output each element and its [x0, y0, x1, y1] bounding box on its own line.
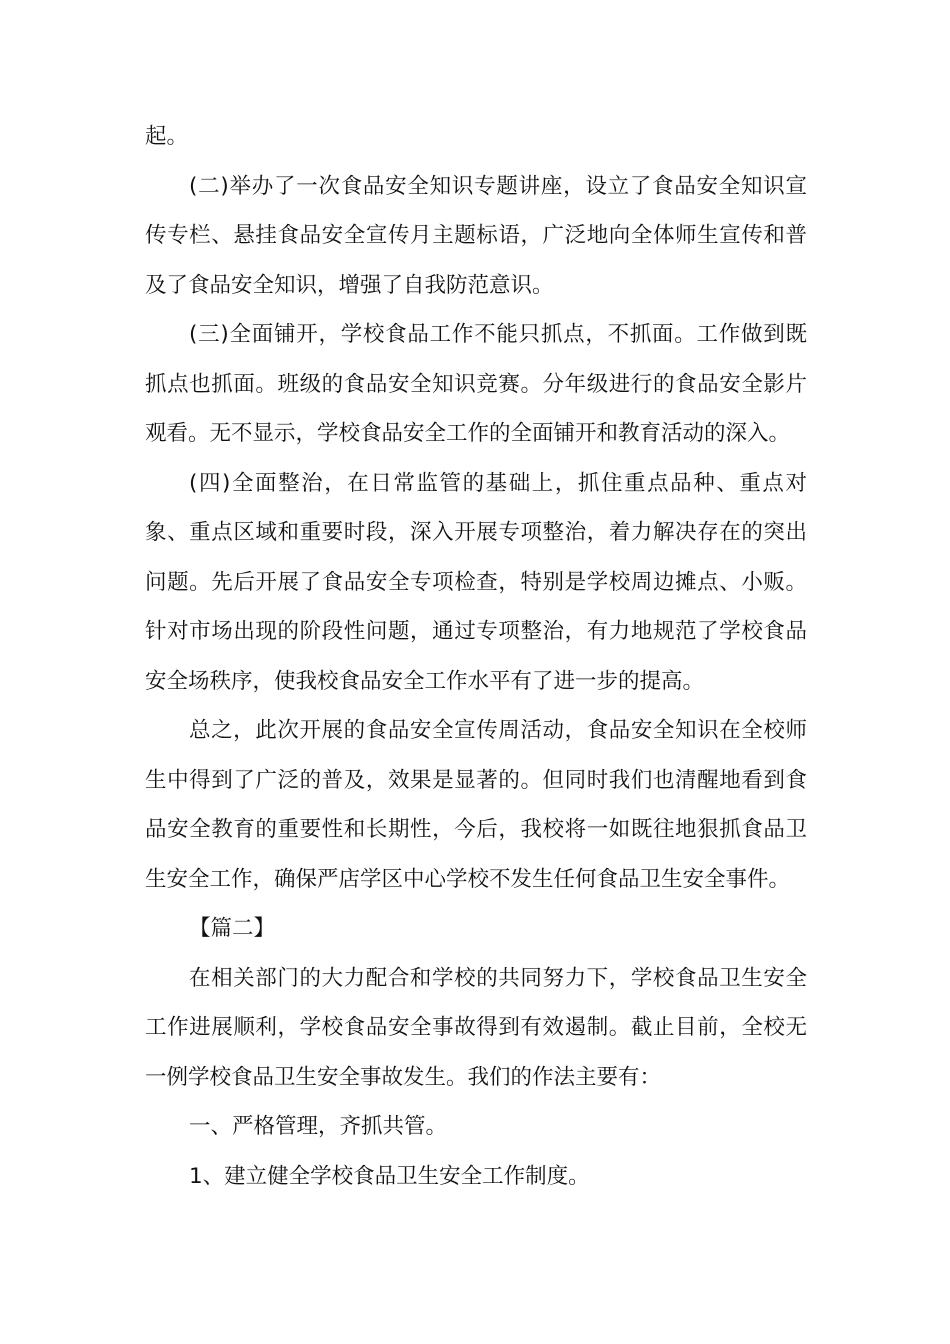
paragraph-item-four: (四)全面整治，在日常监管的基础上，抓住重点品种、重点对象、重点区域和重要时段，深入开展专项整治，着力解决存在的突出问题。先后开展了食品安全专项检查，特别是学校周边摊点、小贩。针对市场出现的阶段性问题，通过专项整治，有力地规范了学校食品安全场秩序，使我校食品安全工作水平有了进一步的提高。 — [145, 470, 807, 694]
list-item-one: 1、建立健全学校食品卫生安全工作制度。 — [189, 1163, 590, 1189]
paragraph-summary: 总之，此次开展的食品安全宣传周活动，食品安全知识在全校师生中得到了广泛的普及，效果是显著的。但同时我们也清醒地看到食品安全教育的重要性和长期性，今后，我校将一如既往地狠抓食品卫生安全工作，确保严店学区中心学校不发生任何食品卫生安全事件。 — [145, 718, 807, 892]
paragraph-item-two: (二)举办了一次食品安全知识专题讲座，设立了食品安全知识宣传专栏、悬挂食品安全宣传月主题标语，广泛地向全体师生宣传和普及了食品安全知识，增强了自我防范意识。 — [145, 173, 807, 298]
heading-one: 一、严格管理，齐抓共管。 — [189, 1114, 448, 1139]
paragraph-item-three: (三)全面铺开，学校食品工作不能只抓点，不抓面。工作做到既抓点也抓面。班级的食品安全知识竞赛。分年级进行的食品安全影片观看。无不显示，学校食品安全工作的全面铺开和教育活动的深入。 — [145, 322, 807, 446]
paragraph-intro: 在相关部门的大力配合和学校的共同努力下，学校食品卫生安全工作进展顺利，学校食品安全事故得到有效遏制。截止目前，全校无一例学校食品卫生安全事故发生。我们的作法主要有： — [145, 965, 807, 1090]
paragraph-continuation: 起。 — [145, 124, 189, 149]
section-title: 【篇二】 — [189, 916, 276, 941]
document-body — [145, 112, 807, 1201]
